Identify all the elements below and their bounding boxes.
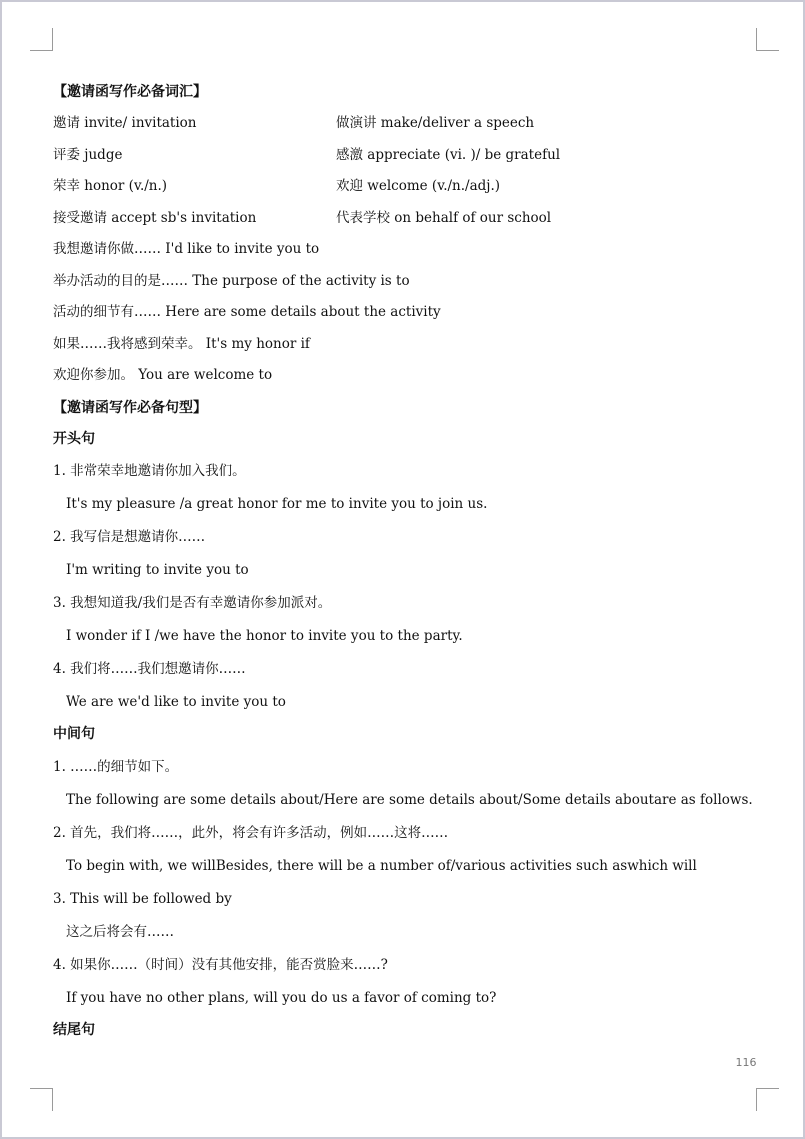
vocab-left: 评委 judge (53, 146, 123, 163)
crop-mark-top-left (30, 28, 53, 51)
vocab-line: 欢迎你参加。 You are welcome to (53, 367, 273, 383)
vocab-row (53, 171, 753, 203)
vocab-row (53, 203, 753, 235)
vocab-line: 我想邀请你做…… I'd like to invite you to (53, 241, 320, 257)
middle-cn: 3. This will be followed by (53, 890, 232, 907)
vocab-heading: 【邀请函写作必备词汇】 (53, 84, 207, 100)
middle-en: To begin with, we willBesides, there will be a number of/various activities such aswhich will (66, 857, 697, 874)
vocab-line: 如果……我将感到荣幸。 It's my honor if (53, 335, 310, 352)
vocab-line: 活动的细节有…… Here are some details about the activity (53, 304, 441, 320)
opening-cn: 3. 我想知道我/我们是否有幸邀请你参加派对。 (53, 595, 332, 611)
vocab-left: 接受邀请 accept sb's invitation (53, 209, 257, 226)
page-content (53, 76, 753, 1046)
middle-cn: 1. ……的细节如下。 (53, 758, 179, 775)
vocab-right: 做演讲 make/deliver a speech (336, 115, 535, 131)
opening-en: It's my pleasure /a great honor for me to invite you to join us. (66, 496, 488, 512)
opening-cn: 4. 我们将……我们想邀请你…… (53, 661, 246, 677)
opening-cn: 1. 非常荣幸地邀请你加入我们。 (53, 463, 246, 479)
opening-en: I'm writing to invite you to (66, 562, 249, 578)
crop-mark-top-right (756, 28, 779, 51)
opening-en: We are we'd like to invite you to (66, 694, 286, 710)
crop-mark-bottom-right (756, 1088, 779, 1111)
middle-cn: 2. 首先，我们将……，此外，将会有许多活动，例如……这将…… (53, 824, 449, 841)
vocab-line: 举办活动的目的是…… The purpose of the activity is to (53, 272, 410, 289)
middle-cn: 4. 如果你……（时间）没有其他安排，能否赏脸来……? (53, 956, 388, 973)
vocab-right: 感激 appreciate (vi. )/ be grateful (336, 146, 561, 163)
middle-en: If you have no other plans, will you do us a favor of coming to? (66, 989, 497, 1006)
sentences-heading: 【邀请函写作必备句型】 (53, 399, 207, 416)
middle-title: 中间句 (53, 726, 95, 742)
crop-mark-bottom-left (30, 1088, 53, 1111)
page-number: 116 (735, 1056, 757, 1069)
middle-en: The following are some details about/Here are some details about/Some details aboutare as follows. (66, 791, 753, 808)
vocab-row (53, 108, 753, 140)
vocab-right: 代表学校 on behalf of our school (336, 209, 552, 226)
vocab-left: 邀请 invite/ invitation (53, 115, 197, 131)
vocab-right: 欢迎 welcome (v./n./adj.) (336, 178, 501, 194)
middle-en: 这之后将会有…… (66, 923, 174, 940)
opening-title: 开头句 (53, 430, 95, 447)
vocab-left: 荣幸 honor (v./n.) (53, 178, 168, 194)
opening-cn: 2. 我写信是想邀请你…… (53, 529, 206, 545)
vocab-row (53, 140, 753, 172)
closing-title: 结尾句 (53, 1021, 95, 1038)
opening-en: I wonder if I /we have the honor to invite you to the party. (66, 628, 463, 644)
